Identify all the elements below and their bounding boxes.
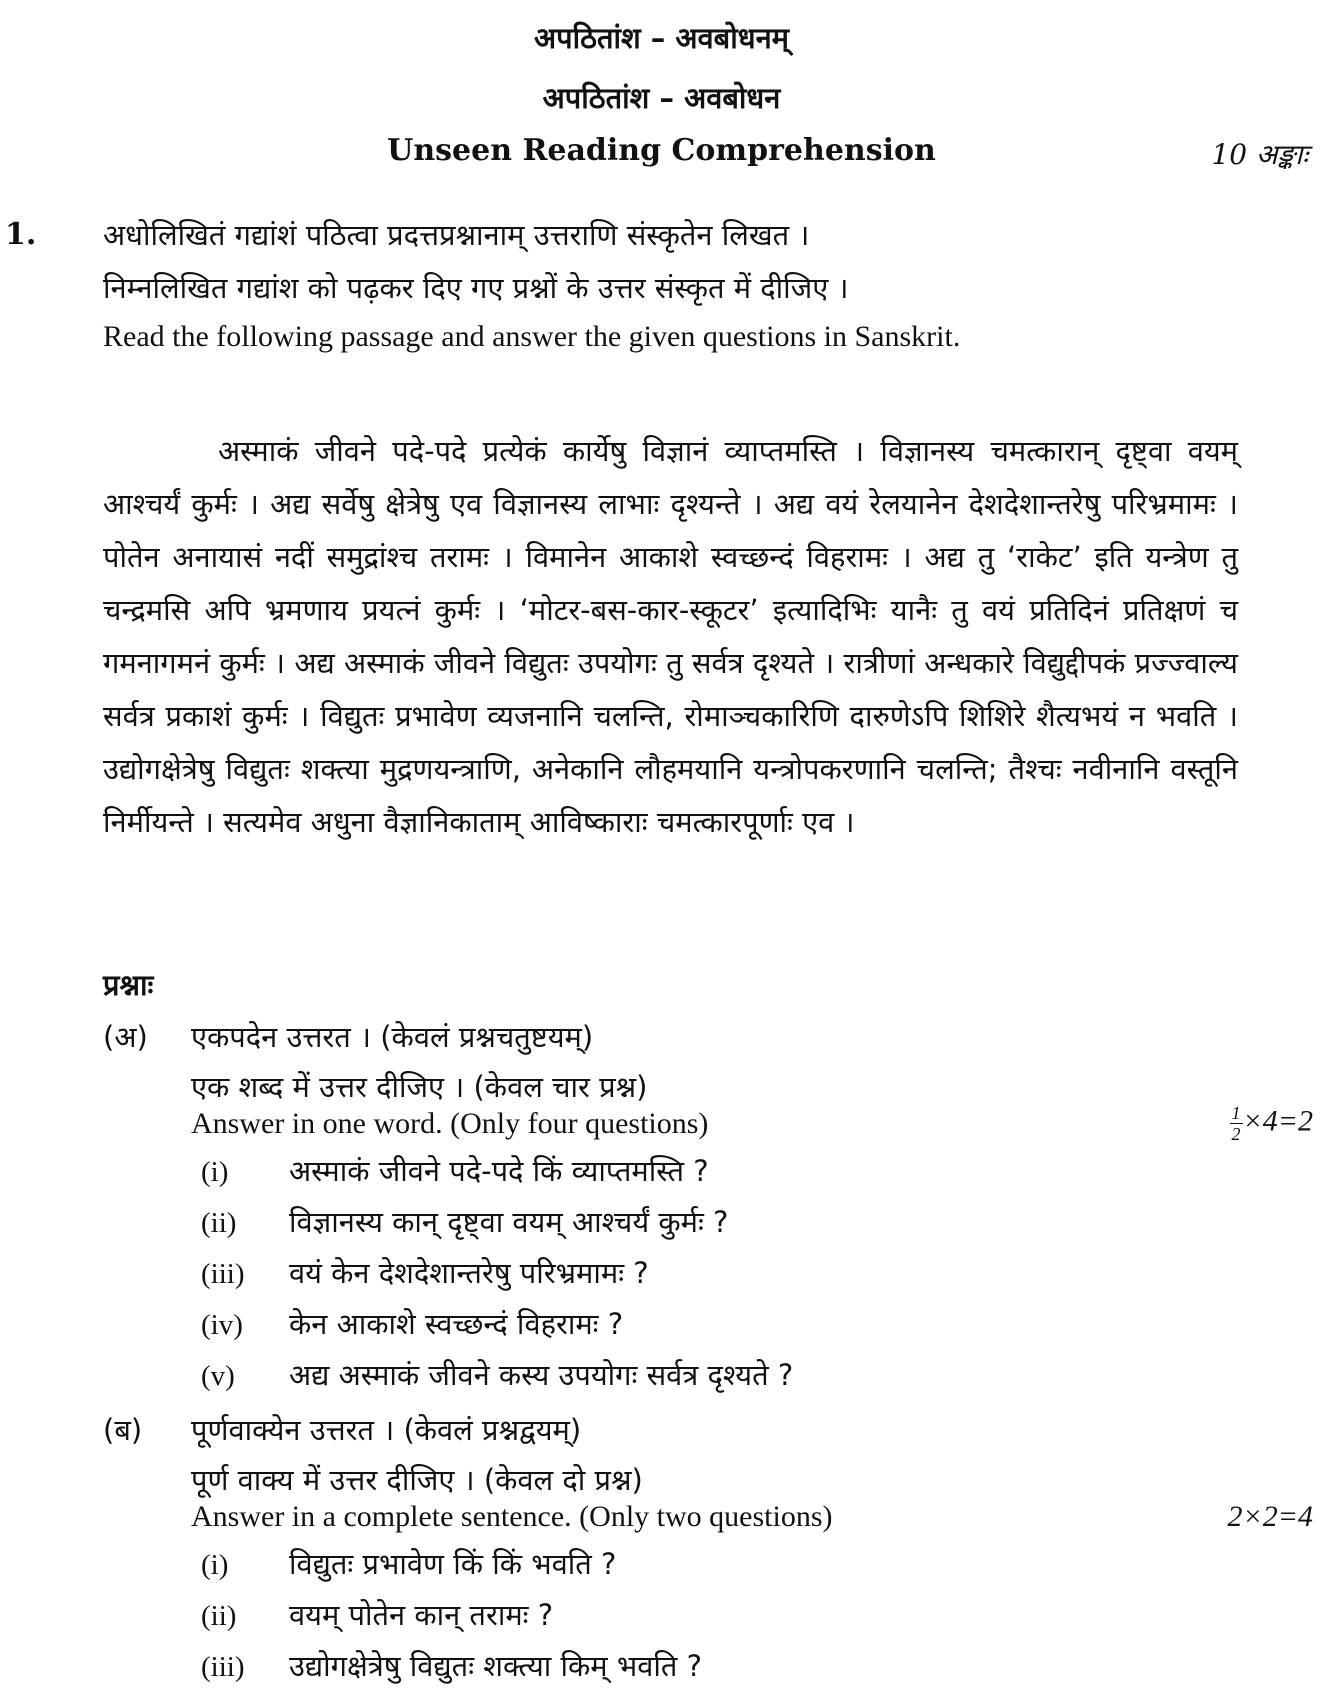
part-a [103, 1017, 1313, 1406]
part-a-instruction-sanskrit: एकपदेन उत्तरत । (केवलं प्रश्नचतुष्टयम्) [191, 1020, 594, 1054]
question-item: (i) अस्माकं जीवने पदे-पदे किं व्याप्तमस्ति ? [201, 1154, 709, 1188]
question-number: 1. [5, 217, 37, 252]
question-item: (iv) केन आकाशे स्वच्छन्दं विहरामः ? [201, 1307, 624, 1341]
title-hindi: अपठितांश – अवबोधन [542, 81, 781, 115]
instruction-english: Read the following passage and answer the given questions in Sanskrit. [103, 320, 961, 353]
instruction-hindi: निम्नलिखित गद्यांश को पढ़कर दिए गए प्रश्नों के उत्तर संस्कृत में दीजिए । [103, 271, 849, 305]
part-b-instruction-english: Answer in a complete sentence. (Only two questions) [191, 1500, 833, 1533]
title-english: Unseen Reading Comprehension [387, 133, 936, 168]
section-marks: 10 अङ्काः [1211, 138, 1308, 171]
question-item: (iii) वयं केन देशदेशान्तरेषु परिभ्रमामः ? [201, 1256, 649, 1290]
part-a-label: (अ) [103, 1020, 148, 1054]
title-sanskrit: अपठितांश – अवबोधनम् [533, 21, 790, 55]
question-item: (ii) वयम् पोतेन कान् तरामः ? [201, 1598, 554, 1632]
part-a-marks: $\frac{1}{2}$ ×4=2 [1231, 1103, 1313, 1144]
passage: अस्माकं जीवने पदे-पदे प्रत्येकं कार्येषु विज्ञानं व्याप्तमस्ति । विज्ञानस्य चमत्कारान् दृष्ट्वा वयम् आश्चर्यं कुर्मः । अद्य सर्वेषु क्षेत्रेषु एव विज्ञानस्य लाभाः दृश्यन्ते । अद्य वयं रेलयानेन देशदेशान्तरेषु परिभ्रमामः । पोतेन अनायासं नदीं समुद्रांश्च तरामः । विमानेन आकाशे स्वच्छन्दं विहरामः । अद्य तु ‘राकेट’ इति यन्त्रेण तु चन्द्रमसि अपि भ्रमणाय प्रयत्नं कुर्मः । ‘मोटर-बस-कार-स्कूटर’ इत्यादिभिः यानैः तु वयं प्रतिदिनं प्रतिक्षणं च गमनागमनं कुर्मः । अद्य अस्माकं जीवने विद्युतः उपयोगः तु सर्वत्र दृश्यते । रात्रीणां अन्धकारे विद्युद्दीपकं प्रज्ज्वाल्य सर्वत्र प्रकाशं कुर्मः । विद्युतः प्रभावेण व्यजनानि चलन्ति, रोमाञ्चकारिणि दारुणेऽपि शिशिरे शैत्यभयं न भवति । उद्योगक्षेत्रेषु विद्युतः शक्त्या मुद्रणयन्त्राणि, अनेकानि लौहमयानि यन्त्रोपकरणानि चलन्ति; तैश्चः नवीनानि वस्तूनि निर्मीयन्ते । सत्यमेव अधुना वैज्ञानिकाताम् आविष्काराः चमत्कारपूर्णाः एव । [103, 434, 1238, 839]
question-item: (v) अद्य अस्माकं जीवने कस्य उपयोगः सर्वत्र दृश्यते ? [201, 1358, 794, 1392]
part-b [103, 1410, 1313, 1697]
part-b-instruction-hindi: पूर्ण वाक्य में उत्तर दीजिए । (केवल दो प्रश्न) [191, 1463, 643, 1497]
part-a-instruction-hindi: एक शब्द में उत्तर दीजिए । (केवल चार प्रश्न) [191, 1070, 648, 1104]
part-b-instruction-sanskrit: पूर्णवाक्येन उत्तरत । (केवलं प्रश्नद्वयम्) [191, 1413, 582, 1447]
part-b-label: (ब) [103, 1413, 143, 1447]
part-b-marks: 2×2=4 [1227, 1500, 1313, 1533]
part-a-items [103, 1151, 1313, 1406]
instruction-sanskrit: अधोलिखितं गद्यांशं पठित्वा प्रदत्तप्रश्नानाम् उत्तराणि संस्कृतेन लिखत । [103, 218, 810, 252]
question-item: (iii) उद्योगक्षेत्रेषु विद्युतः शक्त्या किम् भवति ? [201, 1649, 703, 1683]
part-a-instruction-english: Answer in one word. (Only four questions) [191, 1107, 709, 1140]
question-item: (i) विद्युतः प्रभावेण किं किं भवति ? [201, 1547, 617, 1581]
part-b-items [103, 1544, 1313, 1697]
question-item: (ii) विज्ञानस्य कान् दृष्ट्वा वयम् आश्चर्यं कुर्मः ? [201, 1205, 729, 1239]
questions-heading: प्रश्नाः [103, 968, 154, 1002]
